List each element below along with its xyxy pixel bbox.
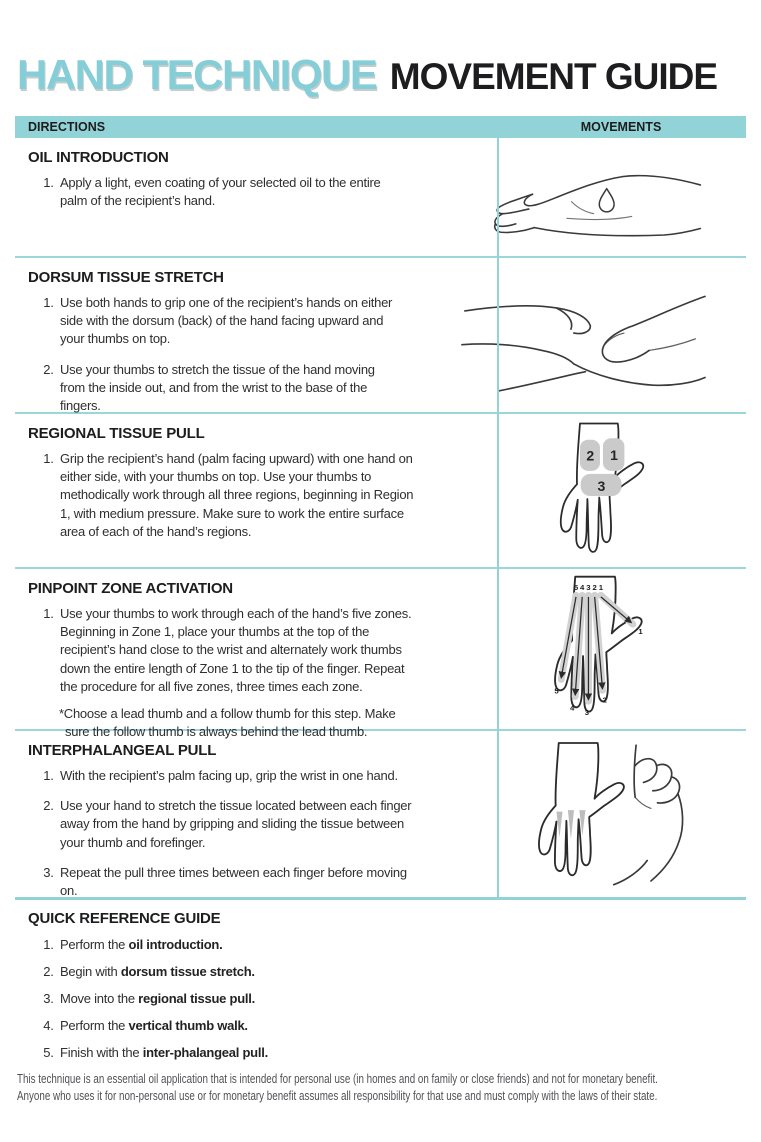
title-black-text: MOVEMENT GUIDE [389, 56, 718, 97]
zone-top-label-5: 5 [573, 582, 578, 592]
step-item: 1. Use your thumbs to work through each of the hand’s five zones. Beginning in Zone 1, place your thumbs at the top of the recipient’s hand close to the wrist and alternately work thumbs down the entire length of Zone 1 to the tip of the finger. Repeat the procedure for all five zones, three times each zone. [57, 605, 421, 696]
technique-table [15, 138, 746, 900]
qr-bold-text: oil introduction. [128, 937, 223, 952]
section-interphalangeal-pull [15, 729, 746, 897]
zone-top-label-3: 3 [586, 582, 591, 592]
movements-column-header: MOVEMENTS [580, 120, 662, 134]
interphalangeal-pull-illustration [487, 747, 706, 881]
qr-bold-text: dorsum tissue stretch. [120, 964, 255, 979]
disclaimer [17, 1071, 746, 1105]
region-label-1: 1 [609, 446, 618, 463]
zone-tip-label-2: 2 [602, 695, 607, 705]
step-item: 1. With the recipient’s palm facing up, grip the wrist in one hand. [57, 767, 421, 785]
qr-bold-text: vertical thumb walk. [128, 1018, 248, 1033]
title-teal-text: HAND TECHNIQUE [17, 51, 377, 98]
step-note: *Choose a lead thumb and a follow thumb for this step. Make sure the follow thumb is always behind the lead thumb. [59, 705, 396, 740]
section-oil-introduction [15, 138, 746, 256]
zone-top-label-1: 1 [598, 582, 603, 592]
zone-tip-label-1: 1 [638, 627, 643, 637]
finger-webbing-grip-icon [504, 739, 690, 889]
section-heading: PINPOINT ZONE ACTIVATION [28, 580, 233, 597]
section-heading: OIL INTRODUCTION [28, 149, 169, 166]
interphalangeal-pull-directions [15, 731, 447, 897]
qr-plain-text: Finish with the [60, 1045, 143, 1060]
section-dorsum-tissue-stretch [15, 256, 746, 412]
zone-top-label-2: 2 [592, 582, 597, 592]
directions-column-header: DIRECTIONS [28, 120, 106, 134]
quick-reference-guide [15, 910, 746, 1062]
column-header-bar [15, 116, 746, 138]
section-regional-tissue-pull [15, 412, 746, 567]
section-heading: DORSUM TISSUE STRETCH [28, 269, 224, 286]
step-item: 1. Apply a light, even coating of your selected oil to the entire palm of the recipient’s hand. [57, 174, 408, 210]
open-palm-oil-drop-icon [474, 146, 706, 248]
qr-plain-text: Move into the [60, 991, 139, 1006]
region-label-3: 3 [597, 477, 606, 494]
oil-introduction-illustration [474, 154, 706, 240]
disclaimer-line-2: Anyone who uses it for non-personal use or for monetary benefit assumes all responsibility for that use and must comply with the laws of their state. [17, 1088, 658, 1103]
quick-reference-item [57, 936, 746, 954]
pinpoint-zone-illustration [487, 582, 706, 718]
hand-regions-icon [534, 422, 660, 559]
oil-introduction-directions [15, 138, 434, 256]
quick-reference-item [57, 1044, 746, 1062]
dorsum-stretch-directions [15, 258, 420, 412]
zone-tip-label-5: 5 [554, 686, 559, 696]
pinpoint-zone-directions [15, 569, 447, 740]
step-item: 3. Repeat the pull three times between each finger before moving on. [57, 864, 421, 900]
quick-reference-item [57, 1017, 746, 1035]
step-item: 2. Use your thumbs to stretch the tissue of the hand moving from the inside out, and from the wrist to the base of the fingers. [57, 361, 394, 416]
disclaimer-line-1: This technique is an essential oil application that is intended for personal use (in homes and on family or close friends) and not for monetary benefit. [17, 1072, 658, 1086]
section-heading: REGIONAL TISSUE PULL [28, 425, 205, 442]
qr-plain-text: Perform the [60, 937, 129, 952]
qr-plain-text: Perform the [60, 1018, 129, 1033]
page-title [0, 0, 761, 106]
step-item: 1. Grip the recipient’s hand (palm facing upward) with one hand on either side, with your thumbs on top. Use your thumbs to methodically work through all three regions, beginning in Region 1, with medium pressure. Make sure to work the entire surface area of each of the hand’s regions. [57, 450, 421, 541]
zone-top-label-4: 4 [579, 582, 585, 592]
regional-pull-illustration [487, 430, 706, 551]
qr-bold-text: regional tissue pull. [138, 991, 255, 1006]
quick-reference-item [57, 963, 746, 981]
step-item: 2. Use your hand to stretch the tissue located between each finger away from the hand by gripping and sliding the tissue between your thumb and forefinger. [57, 797, 421, 852]
column-divider-line [497, 138, 499, 897]
zone-tip-label-4: 4 [569, 703, 575, 713]
hand-zones-icon [527, 575, 667, 723]
qr-bold-text: inter-phalangeal pull. [142, 1045, 268, 1060]
section-heading: INTERPHALANGEAL PULL [28, 742, 217, 759]
section-pinpoint-zone-activation [15, 567, 746, 740]
quick-reference-item [57, 990, 746, 1008]
qr-plain-text: Begin with [60, 964, 121, 979]
quick-reference-heading: QUICK REFERENCE GUIDE [28, 910, 221, 927]
region-label-2: 2 [586, 447, 594, 464]
step-item: 1. Use both hands to grip one of the recipient’s hands on either side with the dorsum (back) of the hand facing upward and your thumbs on top. [57, 294, 394, 349]
regional-pull-directions [15, 414, 447, 567]
zone-tip-label-3: 3 [584, 708, 589, 718]
